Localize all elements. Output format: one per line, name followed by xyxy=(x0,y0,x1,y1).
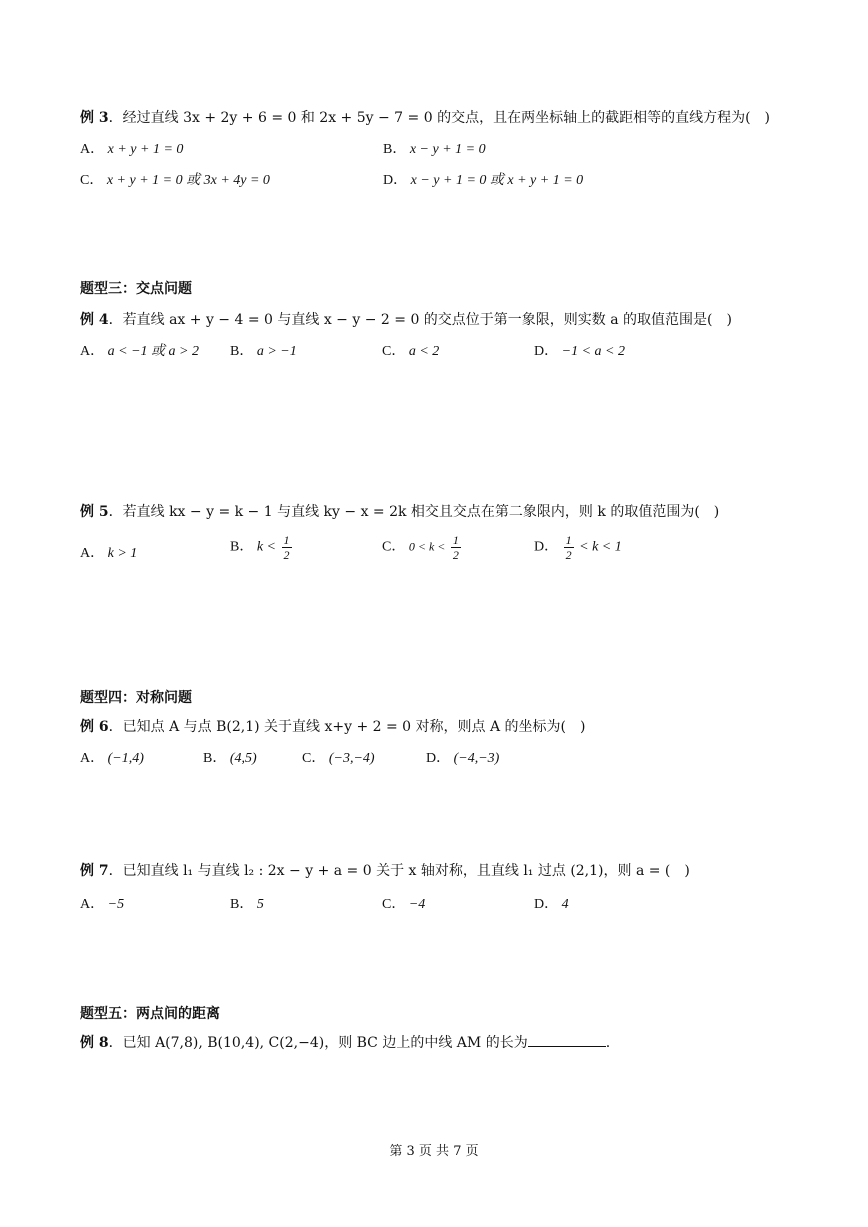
option-b: B． x − y + 1 = 0 xyxy=(383,142,486,157)
question-label: 例 6 xyxy=(80,719,109,735)
question-label: 例 3 xyxy=(80,110,109,126)
answer-blank[interactable] xyxy=(528,1032,606,1047)
question-label: 例 5 xyxy=(80,504,109,520)
option-c: C． (−3,−4) xyxy=(302,751,375,766)
question-4 xyxy=(80,309,732,329)
page-footer: 第 3 页 共 7 页 xyxy=(389,1144,479,1159)
option-c: C． −4 xyxy=(382,897,426,912)
question-text: ．已知直线 l₁ 与直线 l₂ : 2x − y + a = 0 关于 x 轴对称，且直线 l₁ 过点 (2,1)，则 a = ( ) xyxy=(108,863,690,879)
option-b: B． (4,5) xyxy=(203,751,257,766)
question-text: ．已知点 A 与点 B(2,1) 关于直线 x+y + 2 = 0 对称，则点 A 的坐标为( ) xyxy=(108,719,586,735)
fraction: $\frac{1}{2}$ xyxy=(283,533,290,562)
question-5 xyxy=(80,501,719,521)
section-title: 题型三：交点问题 xyxy=(80,281,192,297)
question-text: ．若直线 kx − y = k − 1 与直线 ky − x = 2k 相交且交点在第二象限内，则 k 的取值范围为( ) xyxy=(108,504,720,520)
question-text: ．已知 A(7,8), B(10,4), C(2,−4)，则 BC 边上的中线 AM 的长为 xyxy=(108,1035,528,1051)
question-text: ．经过直线 3x + 2y + 6 = 0 和 2x + 5y − 7 = 0 的交点，且在两坐标轴上的截距相等的直线方程为( ) xyxy=(108,110,771,126)
option-d: D． $\frac{1}{2}$ < k < 1 xyxy=(534,533,622,562)
option-b: B． a > −1 xyxy=(230,344,297,359)
option-c: C． a < 2 xyxy=(382,344,440,359)
question-6 xyxy=(80,716,585,736)
section-title: 题型五：两点间的距离 xyxy=(80,1006,220,1022)
fraction: $\frac{1}{2}$ xyxy=(565,533,572,562)
question-label: 例 7 xyxy=(80,863,109,879)
option-a: A． (−1,4) xyxy=(80,751,144,766)
option-d: D． −1 < a < 2 xyxy=(534,344,625,359)
option-d: D． 4 xyxy=(534,897,569,912)
section-title: 题型四：对称问题 xyxy=(80,690,192,706)
option-b: B． k < $\frac{1}{2}$ xyxy=(230,533,290,562)
option-d: D． (−4,−3) xyxy=(426,751,500,766)
option-c: C． x + y + 1 = 0 或 3x + 4y = 0 xyxy=(80,173,270,188)
option-a: A． a < −1 或 a > 2 xyxy=(80,344,199,359)
question-3 xyxy=(80,107,770,127)
question-text: ．若直线 ax + y − 4 = 0 与直线 x − y − 2 = 0 的交点位于第一象限，则实数 a 的取值范围是( ) xyxy=(108,312,732,328)
option-d: D． x − y + 1 = 0 或 x + y + 1 = 0 xyxy=(383,173,584,188)
option-a: A． x + y + 1 = 0 xyxy=(80,142,184,157)
option-a: A． k > 1 xyxy=(80,546,138,561)
option-c: C． 0 < k < $\frac{1}{2}$ xyxy=(382,533,459,562)
question-label: 例 4 xyxy=(80,312,109,328)
option-b: B． 5 xyxy=(230,897,264,912)
question-label: 例 8 xyxy=(80,1035,109,1051)
question-7 xyxy=(80,860,690,880)
fraction: $\frac{1}{2}$ xyxy=(452,533,459,562)
question-8: 例 8．已知 A(7,8), B(10,4), C(2,−4)，则 BC 边上的中线 AM 的长为 . xyxy=(80,1032,610,1052)
option-a: A． −5 xyxy=(80,897,125,912)
